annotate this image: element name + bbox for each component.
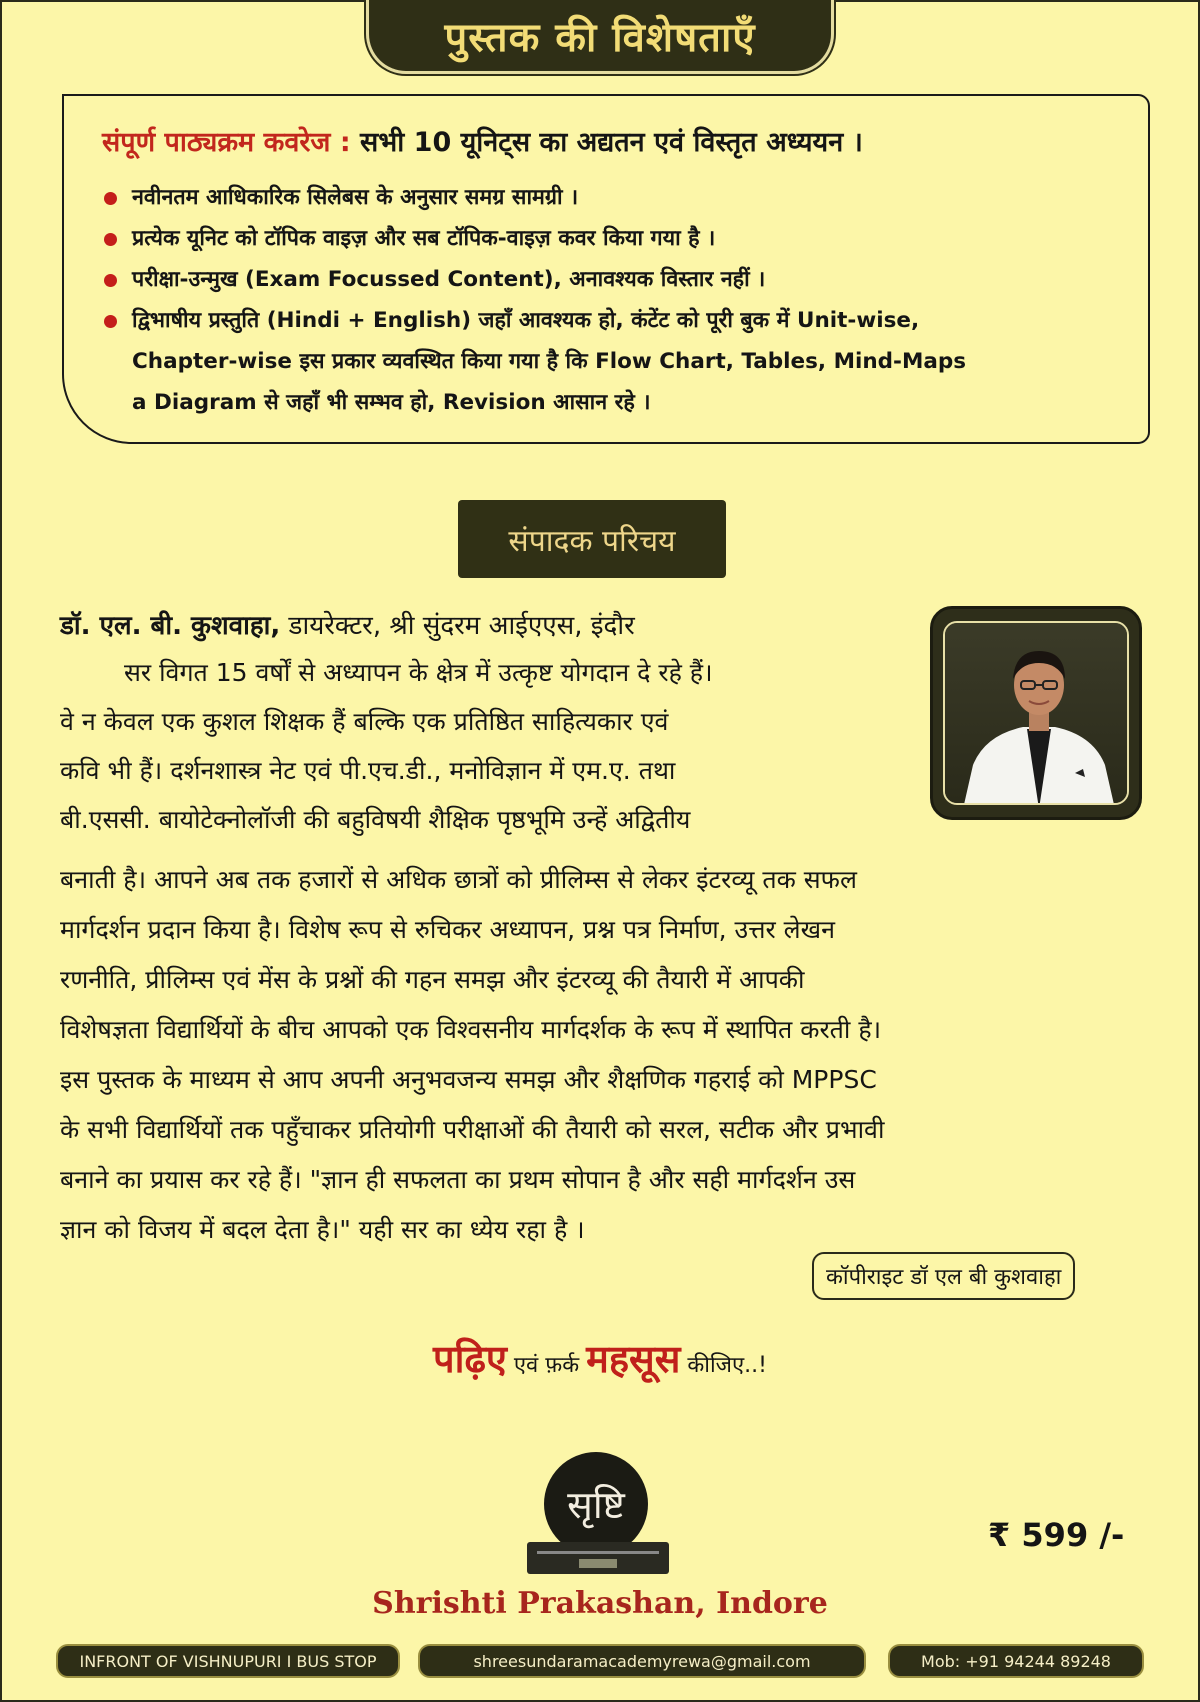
editor-heading-text: संपादक परिचय [508,523,676,559]
author-name: डॉ. एल. बी. कुशवाहा, [60,611,281,641]
person-portrait-icon [945,623,1129,805]
bio-line: रणनीति, प्रीलिम्स एवं मेंस के प्रश्नों की गहन समझ और इंटरव्यू की तैयारी में आपकी [60,965,805,994]
publisher-logo [544,1452,648,1556]
bullet-dot-icon [104,233,117,246]
mobile-pill[interactable]: Mob: +91 94244 89248 [888,1644,1144,1678]
author-photo [930,606,1142,820]
list-item: द्विभाषीय प्रस्तुति (Hindi + English) जहाँ आवश्यक हो, कंटेंट को पूरी बुक में Unit-wise, Chapter-wise इस प्रकार व्यवस्थित किया गया है कि Flow Chart, Tables, Mind-Maps a Diagram से जहाँ भी सम्भव हो, Revision आसान रहे । [102,300,1118,423]
tagline-read: पढ़िए [433,1337,507,1381]
tagline [0,1332,1200,1384]
list-item: प्रत्येक यूनिट को टॉपिक वाइज़ और सब टॉपिक-वाइज़ कवर किया गया है । [102,218,1118,259]
coverage-label: संपूर्ण पाठ्यक्रम कवरेज : [102,127,351,158]
bio-line: बनाने का प्रयास कर रहे हैं। "ज्ञान ही सफलता का प्रथम सोपान है और सही मार्गदर्शन उस [60,1165,856,1194]
features-banner-title: पुस्तक की विशेषताएँ [444,15,756,61]
tagline-feel: महसूस [586,1337,681,1381]
address-pill: INFRONT OF VISHNUPURI I BUS STOP [56,1644,400,1678]
bio-line: विशेषज्ञता विद्यार्थियों के बीच आपको एक विश्वसनीय मार्गदर्शक के रूप में स्थापित करती है। [60,1015,882,1044]
author-designation: डायरेक्टर, श्री सुंदरम आईएएस, इंदौर [288,611,635,641]
features-list [102,177,1118,423]
bullet-dot-icon [104,274,117,287]
logo-text: सृष्टि [567,1483,625,1527]
bio-line: कवि भी हैं। दर्शनशास्त्र नेट एवं पी.एच.डी., मनोविज्ञान में एम.ए. तथा [60,756,676,785]
bio-line: बी.एससी. बायोटेक्नोलॉजी की बहुविषयी शैक्षिक पृष्ठभूमि उन्हें अद्वितीय [60,805,691,834]
features-box [62,94,1150,444]
bio-line: ज्ञान को विजय में बदल देता है।" यही सर का ध्येय रहा है । [60,1215,585,1244]
bullet-dot-icon [104,315,117,328]
copyright-badge: कॉपीराइट डॉ एल बी कुशवाहा [812,1252,1075,1300]
publisher-name: Shrishti Prakashan, Indore [372,1586,828,1621]
logo-base-icon [527,1542,669,1574]
bio-line: मार्गदर्शन प्रदान किया है। विशेष रूप से रुचिकर अध्यापन, प्रश्न पत्र निर्माण, उत्तर लेखन [60,915,835,944]
tagline-middle: एवं फ़र्क [506,1353,587,1378]
features-banner [366,0,834,74]
bio-line-first: सर विगत 15 वर्षों से अध्यापन के क्षेत्र में उत्कृष्ट योगदान दे रहे हैं। [124,658,713,687]
price: ₹ 599 /- [988,1516,1125,1554]
tagline-end: कीजिए..! [680,1353,767,1378]
editor-section-heading [458,500,726,578]
bio-line: के सभी विद्यार्थियों तक पहुँचाकर प्रतियोगी परीक्षाओं की तैयारी को सरल, सटीक और प्रभावी [60,1115,885,1144]
bio-line: इस पुस्तक के माध्यम से आप अपनी अनुभवजन्य समझ और शैक्षणिक गहराई को MPPSC [60,1065,877,1094]
email-pill[interactable]: shreesundaramacademyrewa@gmail.com [418,1644,866,1678]
bio-line: बनाती है। आपने अब तक हजारों से अधिक छात्रों को प्रीलिम्स से लेकर इंटरव्यू तक सफल [60,865,857,894]
bio-line: वे न केवल एक कुशल शिक्षक हैं बल्कि एक प्रतिष्ठित साहित्यकार एवं [60,707,669,736]
author-line [60,606,635,642]
bullet-dot-icon [104,192,117,205]
coverage-text: सभी 10 यूनिट्स का अद्यतन एवं विस्तृत अध्ययन । [360,127,863,158]
list-item: नवीनतम आधिकारिक सिलेबस के अनुसार समग्र सामग्री । [102,177,1118,218]
coverage-line [102,122,1118,159]
list-item: परीक्षा-उन्मुख (Exam Focussed Content), अनावश्यक विस्तार नहीं । [102,259,1118,300]
